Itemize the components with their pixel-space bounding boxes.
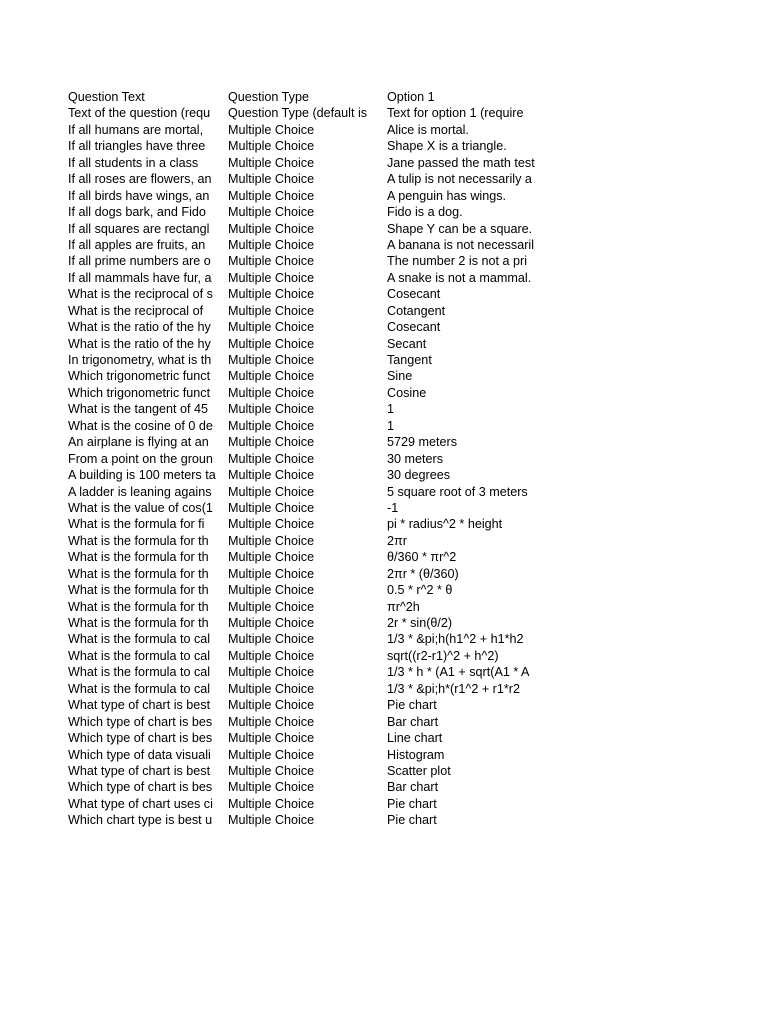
table-row xyxy=(68,155,548,171)
question-text-cell: Which trigonometric funct xyxy=(68,369,211,384)
question-type-cell: Multiple Choice xyxy=(228,632,315,647)
question-text-cell: If all students in a class xyxy=(68,155,199,170)
question-type-cell: Multiple Choice xyxy=(228,813,315,828)
question-text-cell: From a point on the groun xyxy=(68,451,213,466)
table-row xyxy=(68,319,548,335)
question-text-cell: If all mammals have fur, a xyxy=(68,270,212,285)
option-1-cell: Cotangent xyxy=(387,303,446,318)
option-1-cell: 1/3 * &pi;h*(r1^2 + r1*r2 xyxy=(387,681,520,696)
table-row xyxy=(68,582,548,598)
question-text-cell: What is the formula for th xyxy=(68,566,209,581)
question-type-cell: Multiple Choice xyxy=(228,320,315,335)
option-1-cell: Cosecant xyxy=(387,287,441,302)
table-row xyxy=(68,533,548,549)
table-row xyxy=(68,747,548,763)
option-1-cell: 30 meters xyxy=(387,451,443,466)
question-text-cell: What is the reciprocal of s xyxy=(68,287,213,302)
question-type-cell: Multiple Choice xyxy=(228,681,315,696)
option-1-cell: Histogram xyxy=(387,747,445,762)
table-row xyxy=(68,451,548,467)
table-row xyxy=(68,615,548,631)
option-1-cell: Tangent xyxy=(387,353,432,367)
table-row xyxy=(68,664,548,680)
question-type-cell: Multiple Choice xyxy=(228,369,315,384)
option-1-cell: Secant xyxy=(387,336,427,351)
option-1-cell: θ/360 * πr^2 xyxy=(387,550,457,565)
table-row xyxy=(68,385,548,401)
question-type-cell: Multiple Choice xyxy=(228,780,315,795)
table-row xyxy=(68,697,548,713)
question-text-cell: Which type of data visuali xyxy=(68,747,211,762)
question-type-cell: Question Type (default is xyxy=(228,106,368,121)
option-1-cell: A tulip is not necessarily a xyxy=(387,172,532,187)
header-question-type: Question Type xyxy=(228,90,309,104)
option-1-cell: 0.5 * r^2 * θ xyxy=(387,583,453,598)
question-type-cell: Multiple Choice xyxy=(228,172,315,187)
question-text-cell: If all dogs bark, and Fido xyxy=(68,205,206,220)
option-1-cell: Sine xyxy=(387,369,413,384)
table-row xyxy=(68,188,548,204)
question-text-cell: A building is 100 meters ta xyxy=(68,468,216,483)
question-text-cell: What is the formula to cal xyxy=(68,665,211,680)
question-type-cell: Multiple Choice xyxy=(228,402,315,417)
option-1-cell: Bar chart xyxy=(387,780,439,795)
table-row xyxy=(68,599,548,615)
question-text-cell: What type of chart is best xyxy=(68,763,211,778)
table-row xyxy=(68,253,548,269)
question-text-cell: What is the formula to cal xyxy=(68,632,211,647)
question-type-cell: Multiple Choice xyxy=(228,418,315,433)
question-type-cell: Multiple Choice xyxy=(228,435,315,450)
question-text-cell: If all squares are rectangl xyxy=(68,221,210,236)
table-row xyxy=(68,105,548,121)
question-type-cell: Multiple Choice xyxy=(228,188,315,203)
question-type-cell: Multiple Choice xyxy=(228,303,315,318)
table-body xyxy=(68,105,548,828)
option-1-cell: 2πr xyxy=(387,533,407,548)
option-1-cell: A penguin has wings. xyxy=(387,188,507,203)
question-type-cell: Multiple Choice xyxy=(228,763,315,778)
question-text-cell: What is the formula to cal xyxy=(68,648,211,663)
option-1-cell: 1/3 * &pi;h(h1^2 + h1*h2 xyxy=(387,632,524,647)
question-text-cell: Which chart type is best u xyxy=(68,813,213,828)
question-type-cell: Multiple Choice xyxy=(228,139,315,154)
table-row xyxy=(68,303,548,319)
option-1-cell: 30 degrees xyxy=(387,468,451,483)
table-row xyxy=(68,812,548,828)
option-1-cell: 1 xyxy=(387,402,395,417)
question-type-cell: Multiple Choice xyxy=(228,353,315,367)
table-row xyxy=(68,763,548,779)
question-type-cell: Multiple Choice xyxy=(228,583,315,598)
table-row xyxy=(68,631,548,647)
question-type-cell: Multiple Choice xyxy=(228,287,315,302)
table-row xyxy=(68,221,548,237)
question-text-cell: Which trigonometric funct xyxy=(68,385,211,400)
question-text-cell: What is the formula to cal xyxy=(68,681,211,696)
question-text-cell: What is the formula for th xyxy=(68,533,209,548)
table-row xyxy=(68,204,548,220)
question-text-cell: What is the ratio of the hy xyxy=(68,320,211,335)
question-type-cell: Multiple Choice xyxy=(228,714,315,729)
question-text-cell: What is the cosine of 0 de xyxy=(68,418,213,433)
question-text-cell: If all roses are flowers, an xyxy=(68,172,212,187)
table-row xyxy=(68,516,548,532)
option-1-cell: Jane passed the math test xyxy=(387,155,535,170)
table-row xyxy=(68,648,548,664)
question-text-cell: Which type of chart is bes xyxy=(68,731,213,746)
question-text-cell: What is the reciprocal of xyxy=(68,303,204,318)
option-1-cell: -1 xyxy=(387,500,399,515)
table-row xyxy=(68,336,548,352)
table-row xyxy=(68,484,548,500)
option-1-cell: Pie chart xyxy=(387,698,437,713)
option-1-cell: 1/3 * h * (A1 + sqrt(A1 * A xyxy=(387,665,530,680)
option-1-cell: Shape Y can be a square. xyxy=(387,221,533,236)
table-row xyxy=(68,401,548,417)
option-1-cell: 2r * sin(θ/2) xyxy=(387,616,453,630)
option-1-cell: Fido is a dog. xyxy=(387,205,463,220)
question-type-cell: Multiple Choice xyxy=(228,122,315,137)
question-text-cell: What is the formula for th xyxy=(68,583,209,598)
question-type-cell: Multiple Choice xyxy=(228,237,315,252)
question-text-cell: What type of chart uses ci xyxy=(68,796,213,811)
option-1-cell: Line chart xyxy=(387,731,443,746)
option-1-cell: Bar chart xyxy=(387,714,439,729)
question-type-cell: Multiple Choice xyxy=(228,731,315,746)
option-1-cell: A banana is not necessaril xyxy=(387,237,535,252)
table-row xyxy=(68,467,548,483)
question-text-cell: Text of the question (requ xyxy=(68,106,211,121)
question-type-cell: Multiple Choice xyxy=(228,550,315,565)
question-type-cell: Multiple Choice xyxy=(228,747,315,762)
option-1-cell: 2πr * (θ/360) xyxy=(387,566,459,581)
question-type-cell: Multiple Choice xyxy=(228,205,315,220)
question-text-cell: What is the ratio of the hy xyxy=(68,336,211,351)
question-type-cell: Multiple Choice xyxy=(228,484,315,499)
option-1-cell: Pie chart xyxy=(387,813,437,828)
table-row xyxy=(68,796,548,812)
option-1-cell: sqrt((r2-r1)^2 + h^2) xyxy=(387,648,499,663)
question-type-cell: Multiple Choice xyxy=(228,221,315,236)
option-1-cell: Shape X is a triangle. xyxy=(387,139,507,154)
question-text-cell: What is the formula for th xyxy=(68,550,209,565)
header-option-1: Option 1 xyxy=(387,90,435,104)
question-type-cell: Multiple Choice xyxy=(228,254,315,269)
table-row xyxy=(68,138,548,154)
table-row xyxy=(68,730,548,746)
table-row xyxy=(68,779,548,795)
question-text-cell: Which type of chart is bes xyxy=(68,780,213,795)
question-type-cell: Multiple Choice xyxy=(228,385,315,400)
option-1-cell: Text for option 1 (require xyxy=(387,106,524,121)
table-row xyxy=(68,122,548,138)
option-1-cell: 1 xyxy=(387,418,395,433)
table-row xyxy=(68,270,548,286)
table-row xyxy=(68,566,548,582)
question-text-cell: What is the formula for th xyxy=(68,599,209,614)
table-row xyxy=(68,171,548,187)
question-type-cell: Multiple Choice xyxy=(228,451,315,466)
question-type-cell: Multiple Choice xyxy=(228,155,315,170)
option-1-cell: pi * radius^2 * height xyxy=(387,517,503,532)
header-question-text: Question Text xyxy=(68,90,145,104)
question-text-cell: An airplane is flying at an xyxy=(68,435,209,450)
table-row xyxy=(68,368,548,384)
table-row xyxy=(68,681,548,697)
question-text-cell: Which type of chart is bes xyxy=(68,714,213,729)
table-row xyxy=(68,352,548,368)
question-type-cell: Multiple Choice xyxy=(228,270,315,285)
option-1-cell: Cosecant xyxy=(387,320,441,335)
question-type-cell: Multiple Choice xyxy=(228,336,315,351)
question-text-cell: If all triangles have three xyxy=(68,139,206,154)
question-type-cell: Multiple Choice xyxy=(228,533,315,548)
question-type-cell: Multiple Choice xyxy=(228,566,315,581)
option-1-cell: Alice is mortal. xyxy=(387,122,469,137)
option-1-cell: 5 square root of 3 meters xyxy=(387,484,528,499)
question-type-cell: Multiple Choice xyxy=(228,468,315,483)
question-text-cell: If all apples are fruits, an xyxy=(68,237,206,252)
header-row xyxy=(68,89,548,105)
question-text-cell: If all humans are mortal, xyxy=(68,122,204,137)
option-1-cell: Cosine xyxy=(387,385,427,400)
question-text-cell: What is the formula for th xyxy=(68,616,209,630)
table-row xyxy=(68,237,548,253)
question-type-cell: Multiple Choice xyxy=(228,616,315,630)
question-text-cell: What is the tangent of 45 xyxy=(68,402,209,417)
table-row xyxy=(68,434,548,450)
question-text-cell: What is the formula for fi xyxy=(68,517,205,532)
table-row xyxy=(68,286,548,302)
option-1-cell: Pie chart xyxy=(387,796,437,811)
question-type-cell: Multiple Choice xyxy=(228,517,315,532)
question-text-cell: What is the value of cos(1 xyxy=(68,500,213,515)
option-1-cell: πr^2h xyxy=(387,599,420,614)
table-row xyxy=(68,549,548,565)
option-1-cell: Scatter plot xyxy=(387,763,451,778)
table-row xyxy=(68,500,548,516)
question-text-cell: If all birds have wings, an xyxy=(68,188,210,203)
option-1-cell: The number 2 is not a pri xyxy=(387,254,528,269)
question-type-cell: Multiple Choice xyxy=(228,648,315,663)
table-row xyxy=(68,418,548,434)
question-type-cell: Multiple Choice xyxy=(228,698,315,713)
option-1-cell: A snake is not a mammal. xyxy=(387,270,532,285)
option-1-cell: 5729 meters xyxy=(387,435,458,450)
question-type-cell: Multiple Choice xyxy=(228,500,315,515)
table-row xyxy=(68,714,548,730)
question-text-cell: In trigonometry, what is th xyxy=(68,353,212,367)
question-text-cell: A ladder is leaning agains xyxy=(68,484,212,499)
question-type-cell: Multiple Choice xyxy=(228,665,315,680)
question-text-cell: If all prime numbers are o xyxy=(68,254,211,269)
question-type-cell: Multiple Choice xyxy=(228,599,315,614)
spreadsheet-table xyxy=(68,89,548,829)
question-type-cell: Multiple Choice xyxy=(228,796,315,811)
question-text-cell: What type of chart is best xyxy=(68,698,211,713)
